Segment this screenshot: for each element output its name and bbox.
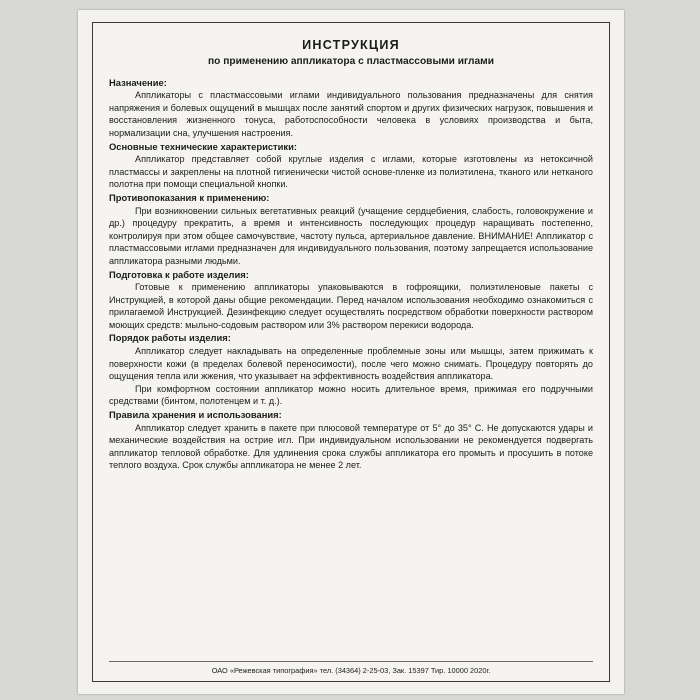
section-paragraph-purpose-1: Аппликаторы с пластмассовыми иглами индивидуального пользования предназначены для снятия напряжения и болевых ощущений в мышцах после занятий спортом и других физических нагрузок, повышения и восстановления жизненного тонуса, работоспособности человека в условиях производства и быта, нормализации сна, улучшения настроения. [109,90,593,138]
document-page [78,10,624,694]
section-heading-operation: Порядок работы изделия: [109,332,231,344]
section-paragraph-specs-1: Аппликатор представляет собой круглые изделия с иглами, которые изготовлены из нетоксичной пластмассы и закреплены на плотной гигиенически чистой основе-пленке из полиэтилена, тканого или нетканого полотна при помощи специальной кнопки. [109,154,593,190]
page-title: ИНСТРУКЦИЯ [302,38,400,52]
section-paragraph-operation-1: Аппликатор следует накладывать на определенные проблемные зоны или мышцы, затем прижимать к поверхности кожи (в пределах болевой переносимости), после чего можно снимать. Процедуру повторять до ощущения тепла или жжения, что указывает на эффективность воздействия аппликатора. [109,346,593,382]
document-content [109,39,593,472]
document-frame [92,22,610,682]
section-heading-specs: Основные технические характеристики: [109,140,297,152]
footer-divider [109,661,593,662]
section-paragraph-operation-2: При комфортном состоянии аппликатор можно носить длительное время, прижимая его подручными средствами (бинтом, полотенцем и т. д.). [109,383,593,407]
footer-imprint: ОАО «Режевская типография» тел. (34364) 2-25-03, Зак. 15397 Тир. 10000 2020г. [211,666,491,675]
section-heading-storage: Правила хранения и использования: [109,409,282,421]
section-heading-purpose: Назначение: [109,76,167,88]
section-heading-contraindications: Противопоказания к применению: [109,191,270,203]
section-paragraph-contraindications-1: При возникновении сильных вегетативных реакций (учащение сердцебиения, слабость, головокружение и др.) процедуру прекратить, а время и интенсивность последующих процедур наращивать постепенно, контролируя при этом общее самочувствие, частоту пульса, артериальное давление. ВНИМАНИЕ! Аппликатор с пластмассовыми иглами предназначен для индивидуального пользования, поэтому запрещается использование аппликатора разными людьми. [109,205,593,266]
section-paragraph-preparation-1: Готовые к применению аппликаторы упаковываются в гофроящики, полиэтиленовые пакеты с Инструкцией, в которой даны общие рекомендации. Перед началом использования необходимо ознакомиться с прилагаемой Инструкцией. Дезинфекцию следует осуществлять посредством обработки поверхности раствором моющих средств: мыльно-содовым раствором или 3% раствором перекиси водорода. [109,282,593,330]
section-paragraph-storage-1: Аппликатор следует хранить в пакете при плюсовой температуре от 5° до 35° С. Не допускаются удары и механические воздействия на острие игл. При индивидуальном использовании не рекомендуется подвергать аппликатор тепловой обработке. Для удлинения срока службы аппликатора его промыть и просушить в потоке теплого воздуха. Срок службы аппликатора не менее 2 лет. [109,422,593,471]
page-subtitle: по применению аппликатора с пластмассовыми иглами [208,55,494,67]
section-heading-preparation: Подготовка к работе изделия: [109,268,249,280]
